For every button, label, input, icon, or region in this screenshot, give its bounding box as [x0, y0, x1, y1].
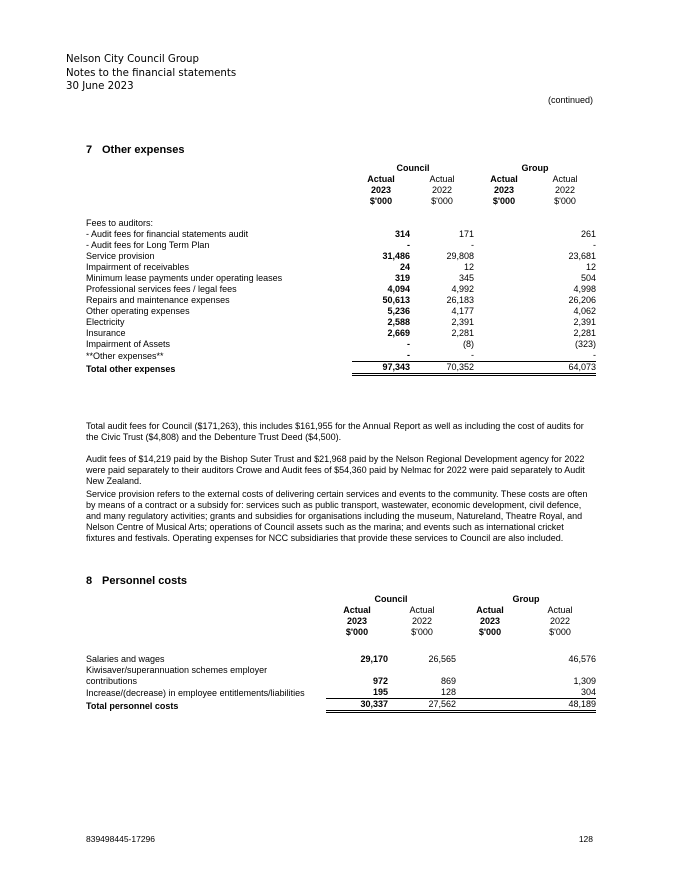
cell: 2,391 — [573, 317, 596, 327]
section-number: 7 — [86, 144, 93, 156]
cell: 1,309 — [573, 676, 596, 686]
cell — [352, 218, 410, 229]
cell — [474, 273, 534, 284]
cell — [456, 665, 524, 676]
document-title: Notes to the financial statements — [66, 67, 237, 79]
cell — [456, 676, 524, 687]
cell — [474, 317, 534, 328]
table-row — [86, 295, 596, 306]
row-label: Electricity — [86, 317, 125, 327]
col-head: $'000 — [478, 627, 502, 637]
cell — [474, 350, 534, 362]
col-head: $'000 — [411, 627, 433, 637]
row-label: Professional services fees / legal fees — [86, 284, 237, 294]
cell: 2,281 — [451, 328, 474, 338]
document-header — [66, 53, 236, 94]
table-row — [86, 284, 596, 295]
cell: 26,206 — [568, 295, 596, 305]
cell — [524, 665, 596, 676]
col-head: Actual — [429, 174, 455, 184]
other-expenses-table — [86, 163, 596, 376]
cell: 2,588 — [387, 317, 410, 327]
table-row — [86, 350, 596, 362]
col-head: Actual — [552, 174, 578, 184]
continued-label: (continued) — [547, 95, 593, 105]
table-row — [86, 251, 596, 262]
cell — [474, 295, 534, 306]
total-row — [86, 699, 596, 712]
col-group-group: Group — [521, 163, 549, 173]
cell: 314 — [394, 229, 410, 239]
cell — [456, 699, 524, 712]
paragraph: Service provision refers to the external costs of delivering certain services and events to the community. These costs are often by means of a contract or a subsidy for: services such as public transport, wastewater, economic development, civil defence, and many regulatory activities; grants and subsidies for organisations including the museum, Natureland, Theatre Royal, and Nelson Centre of Musical Arts; operations of Council assets such as the marina; and events such as international cricket fixtures and festivals. Operating expenses for NCC subsidiaries that provide these services to Council are also included. — [86, 489, 588, 543]
col-head: 2022 — [549, 616, 571, 626]
cell: 261 — [580, 229, 596, 239]
col-head: 2022 — [431, 185, 453, 195]
cell: - — [534, 350, 596, 362]
cell — [474, 362, 534, 375]
row-label: Impairment of receivables — [86, 262, 190, 272]
cell: 319 — [394, 273, 410, 283]
col-head: Actual — [547, 605, 573, 615]
cell: 97,343 — [352, 362, 410, 375]
row-label: Total other expenses — [86, 363, 176, 374]
cell: 29,170 — [360, 654, 388, 664]
table-row — [86, 687, 596, 699]
cell: 12 — [463, 262, 474, 272]
row-label: Fees to auditors: — [86, 218, 154, 228]
col-head: $'000 — [431, 196, 453, 206]
cell — [474, 251, 534, 262]
col-group-council: Council — [374, 594, 408, 604]
cell: 195 — [326, 687, 388, 699]
section-8-heading — [86, 575, 187, 587]
row-label: Impairment of Assets — [86, 339, 171, 349]
col-head: 2023 — [493, 185, 515, 195]
cell: 2,281 — [573, 328, 596, 338]
page-number: 128 — [578, 834, 593, 844]
table-row — [86, 262, 596, 273]
table-row — [86, 229, 596, 240]
document-id: 839498445-17296 — [86, 834, 156, 844]
cell: 30,337 — [326, 699, 388, 712]
cell: - — [407, 240, 410, 250]
section-title: Other expenses — [102, 144, 185, 156]
col-head: 2023 — [346, 616, 368, 626]
row-label: - Audit fees for Long Term Plan — [86, 240, 210, 250]
col-head: Actual — [476, 605, 504, 615]
personnel-costs-table — [86, 594, 596, 713]
cell: 70,352 — [410, 362, 474, 375]
report-date: 30 June 2023 — [66, 81, 134, 92]
table-row — [86, 317, 596, 328]
col-head: $'000 — [369, 196, 393, 206]
row-label: Kiwisaver/superannuation schemes employer — [86, 665, 268, 675]
cell — [456, 687, 524, 699]
section-7-heading — [86, 144, 185, 156]
row-label: Salaries and wages — [86, 654, 165, 664]
cell: 23,681 — [568, 251, 596, 261]
row-label: Increase/(decrease) in employee entitlements/liabilities — [86, 687, 305, 698]
col-group-group: Group — [512, 594, 540, 604]
cell: 504 — [580, 273, 596, 283]
cell: 31,486 — [382, 251, 410, 261]
col-head: Actual — [490, 174, 518, 184]
col-head: 2023 — [479, 616, 501, 626]
cell: 12 — [585, 262, 596, 272]
row-label: Repairs and maintenance expenses — [86, 295, 230, 305]
cell — [474, 218, 534, 229]
table-row — [86, 273, 596, 284]
cell: 304 — [524, 687, 596, 699]
cell: 171 — [458, 229, 474, 239]
col-head: $'000 — [549, 627, 571, 637]
row-label: **Other expenses** — [86, 350, 164, 361]
cell — [474, 240, 534, 251]
cell: 26,565 — [428, 654, 456, 664]
col-head: 2022 — [554, 185, 576, 195]
col-head: 2022 — [411, 616, 433, 626]
cell: - — [352, 350, 410, 362]
cell — [410, 218, 474, 229]
cell: 4,992 — [451, 284, 474, 294]
cell: 27,562 — [388, 699, 456, 712]
cell: 46,576 — [568, 654, 596, 664]
cell — [326, 665, 388, 676]
cell: 4,998 — [573, 284, 596, 294]
cell: 972 — [372, 676, 388, 686]
cell — [534, 218, 596, 229]
cell: - — [410, 350, 474, 362]
cell: 4,177 — [451, 306, 474, 316]
col-head: 2023 — [370, 185, 392, 195]
row-label: Minimum lease payments under operating leases — [86, 273, 283, 283]
cell: 24 — [399, 262, 410, 272]
table-row — [86, 665, 596, 676]
col-head: $'000 — [554, 196, 576, 206]
cell: 29,808 — [446, 251, 474, 261]
table-row — [86, 218, 596, 229]
paragraph: Audit fees of $14,219 paid by the Bishop Suter Trust and $21,968 paid by the Nelson Regional Development agency for 2022 were paid separately to their auditors Crowe and Audit fees of $54,360 paid by Nelmac for 2022 were paid separately to Audit New Zealand. — [86, 454, 585, 486]
cell — [474, 306, 534, 317]
table-row — [86, 339, 596, 350]
table-row — [86, 676, 596, 687]
col-head: Actual — [409, 605, 435, 615]
cell: - — [471, 240, 474, 250]
cell — [456, 654, 524, 665]
cell: 5,236 — [387, 306, 410, 316]
cell: - — [593, 240, 596, 250]
row-label: Other operating expenses — [86, 306, 190, 316]
cell: 869 — [440, 676, 456, 686]
table-row — [86, 654, 596, 665]
col-head: Actual — [343, 605, 371, 615]
cell — [474, 284, 534, 295]
cell: - — [407, 339, 410, 349]
org-name: Nelson City Council Group — [66, 54, 199, 65]
cell: 2,669 — [387, 328, 410, 338]
col-group-council: Council — [396, 163, 430, 173]
cell — [474, 262, 534, 273]
cell — [474, 328, 534, 339]
cell: 48,189 — [524, 699, 596, 712]
row-label: contributions — [86, 676, 138, 686]
cell: (323) — [574, 339, 596, 349]
section-title: Personnel costs — [102, 575, 187, 587]
cell: 4,094 — [387, 284, 410, 294]
cell — [474, 339, 534, 350]
row-label: Insurance — [86, 328, 126, 338]
cell: 345 — [458, 273, 474, 283]
row-label: Service provision — [86, 251, 155, 261]
col-head: Actual — [367, 174, 395, 184]
cell — [474, 229, 534, 240]
table-row — [86, 240, 596, 251]
cell: 64,073 — [534, 362, 596, 375]
section-number: 8 — [86, 575, 93, 587]
cell: (8) — [463, 339, 474, 349]
table-row — [86, 306, 596, 317]
table-row — [86, 328, 596, 339]
col-head: $'000 — [345, 627, 369, 637]
row-label: - Audit fees for financial statements audit — [86, 229, 249, 239]
cell: 2,391 — [451, 317, 474, 327]
cell — [388, 665, 456, 676]
col-head: $'000 — [492, 196, 516, 206]
cell: 26,183 — [446, 295, 474, 305]
cell: 128 — [388, 687, 456, 699]
row-label: Total personnel costs — [86, 700, 179, 711]
total-row — [86, 362, 596, 375]
cell: 4,062 — [573, 306, 596, 316]
paragraph: Total audit fees for Council ($171,263), this includes $161,955 for the Annual Report as well as including the cost of audits for the Civic Trust ($4,808) and the Debenture Trust Deed ($4,500). — [86, 421, 584, 442]
cell: 50,613 — [382, 295, 410, 305]
